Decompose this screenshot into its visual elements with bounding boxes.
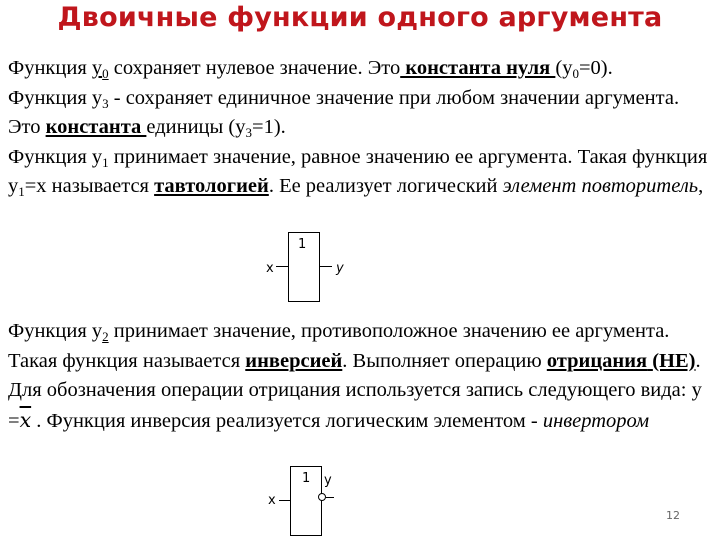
text: принимает значение, равное значению ее аргумента. Такая функция y bbox=[8, 145, 708, 197]
term-negation: отрицания bbox=[546, 349, 648, 372]
text: сохраняет нулевое значение. Это bbox=[108, 57, 401, 79]
text: =x называется bbox=[24, 175, 155, 197]
x-bar-notation: $\overline{x}$ bbox=[19, 407, 32, 432]
inversion-circle bbox=[318, 493, 326, 501]
term-repeater: элемент повторитель bbox=[502, 175, 699, 197]
text: Функция bbox=[8, 57, 92, 79]
text: . Функция инверсия реализуется логическим элементом - bbox=[31, 409, 543, 432]
subscript: 3 bbox=[245, 125, 253, 140]
term-tautology: тавтологией bbox=[154, 175, 269, 197]
text: у bbox=[91, 57, 103, 79]
slide-title: Двоичные функции одного аргумента bbox=[57, 2, 663, 33]
input-label: x bbox=[266, 261, 274, 276]
text: =0). bbox=[578, 57, 613, 79]
term-constant-zero: константа нуля bbox=[400, 57, 556, 79]
text: Функция у bbox=[8, 86, 103, 109]
subscript: 1 bbox=[102, 154, 109, 170]
subscript: 1 bbox=[18, 184, 25, 199]
text: - сохраняет единичное значение при любом значении аргумента. Это bbox=[8, 86, 680, 138]
text: . Ее реализует логический bbox=[268, 175, 503, 197]
text: =1). bbox=[252, 116, 286, 138]
text: , bbox=[698, 175, 704, 197]
paragraph-inversion bbox=[8, 317, 714, 436]
text: единицы (y bbox=[146, 116, 246, 138]
output-line bbox=[326, 497, 334, 498]
output-label: y bbox=[324, 473, 332, 488]
input-line bbox=[279, 500, 291, 501]
term-inverter: инвертором bbox=[542, 409, 650, 432]
page-number: 12 bbox=[666, 509, 680, 522]
text: Функция у bbox=[8, 145, 103, 168]
term-inversion: инверсией bbox=[245, 349, 343, 372]
text: (y bbox=[555, 57, 573, 79]
text: Функция у bbox=[8, 320, 103, 342]
subscript: 0 bbox=[572, 66, 579, 81]
text: . Выполняет операцию bbox=[342, 349, 547, 372]
subscript: 2 bbox=[102, 329, 109, 344]
text: . Для обозначения операции отрицания используется запись следующего вида: y = bbox=[8, 349, 702, 432]
text: принимает значение, противоположное значению ее аргумента. Такая функция называется bbox=[8, 320, 670, 372]
subscript: 0 bbox=[102, 66, 109, 81]
subscript: 3 bbox=[102, 95, 109, 111]
output-line bbox=[319, 266, 332, 267]
output-label: y bbox=[336, 261, 344, 276]
gate-label: 1 bbox=[298, 237, 307, 252]
paragraph-intro bbox=[8, 54, 714, 202]
term-constant-one: константа bbox=[45, 116, 147, 138]
term-not: (НЕ) bbox=[652, 349, 696, 372]
input-line bbox=[276, 266, 289, 267]
gate-label: 1 bbox=[302, 471, 311, 486]
input-label: x bbox=[268, 493, 276, 508]
